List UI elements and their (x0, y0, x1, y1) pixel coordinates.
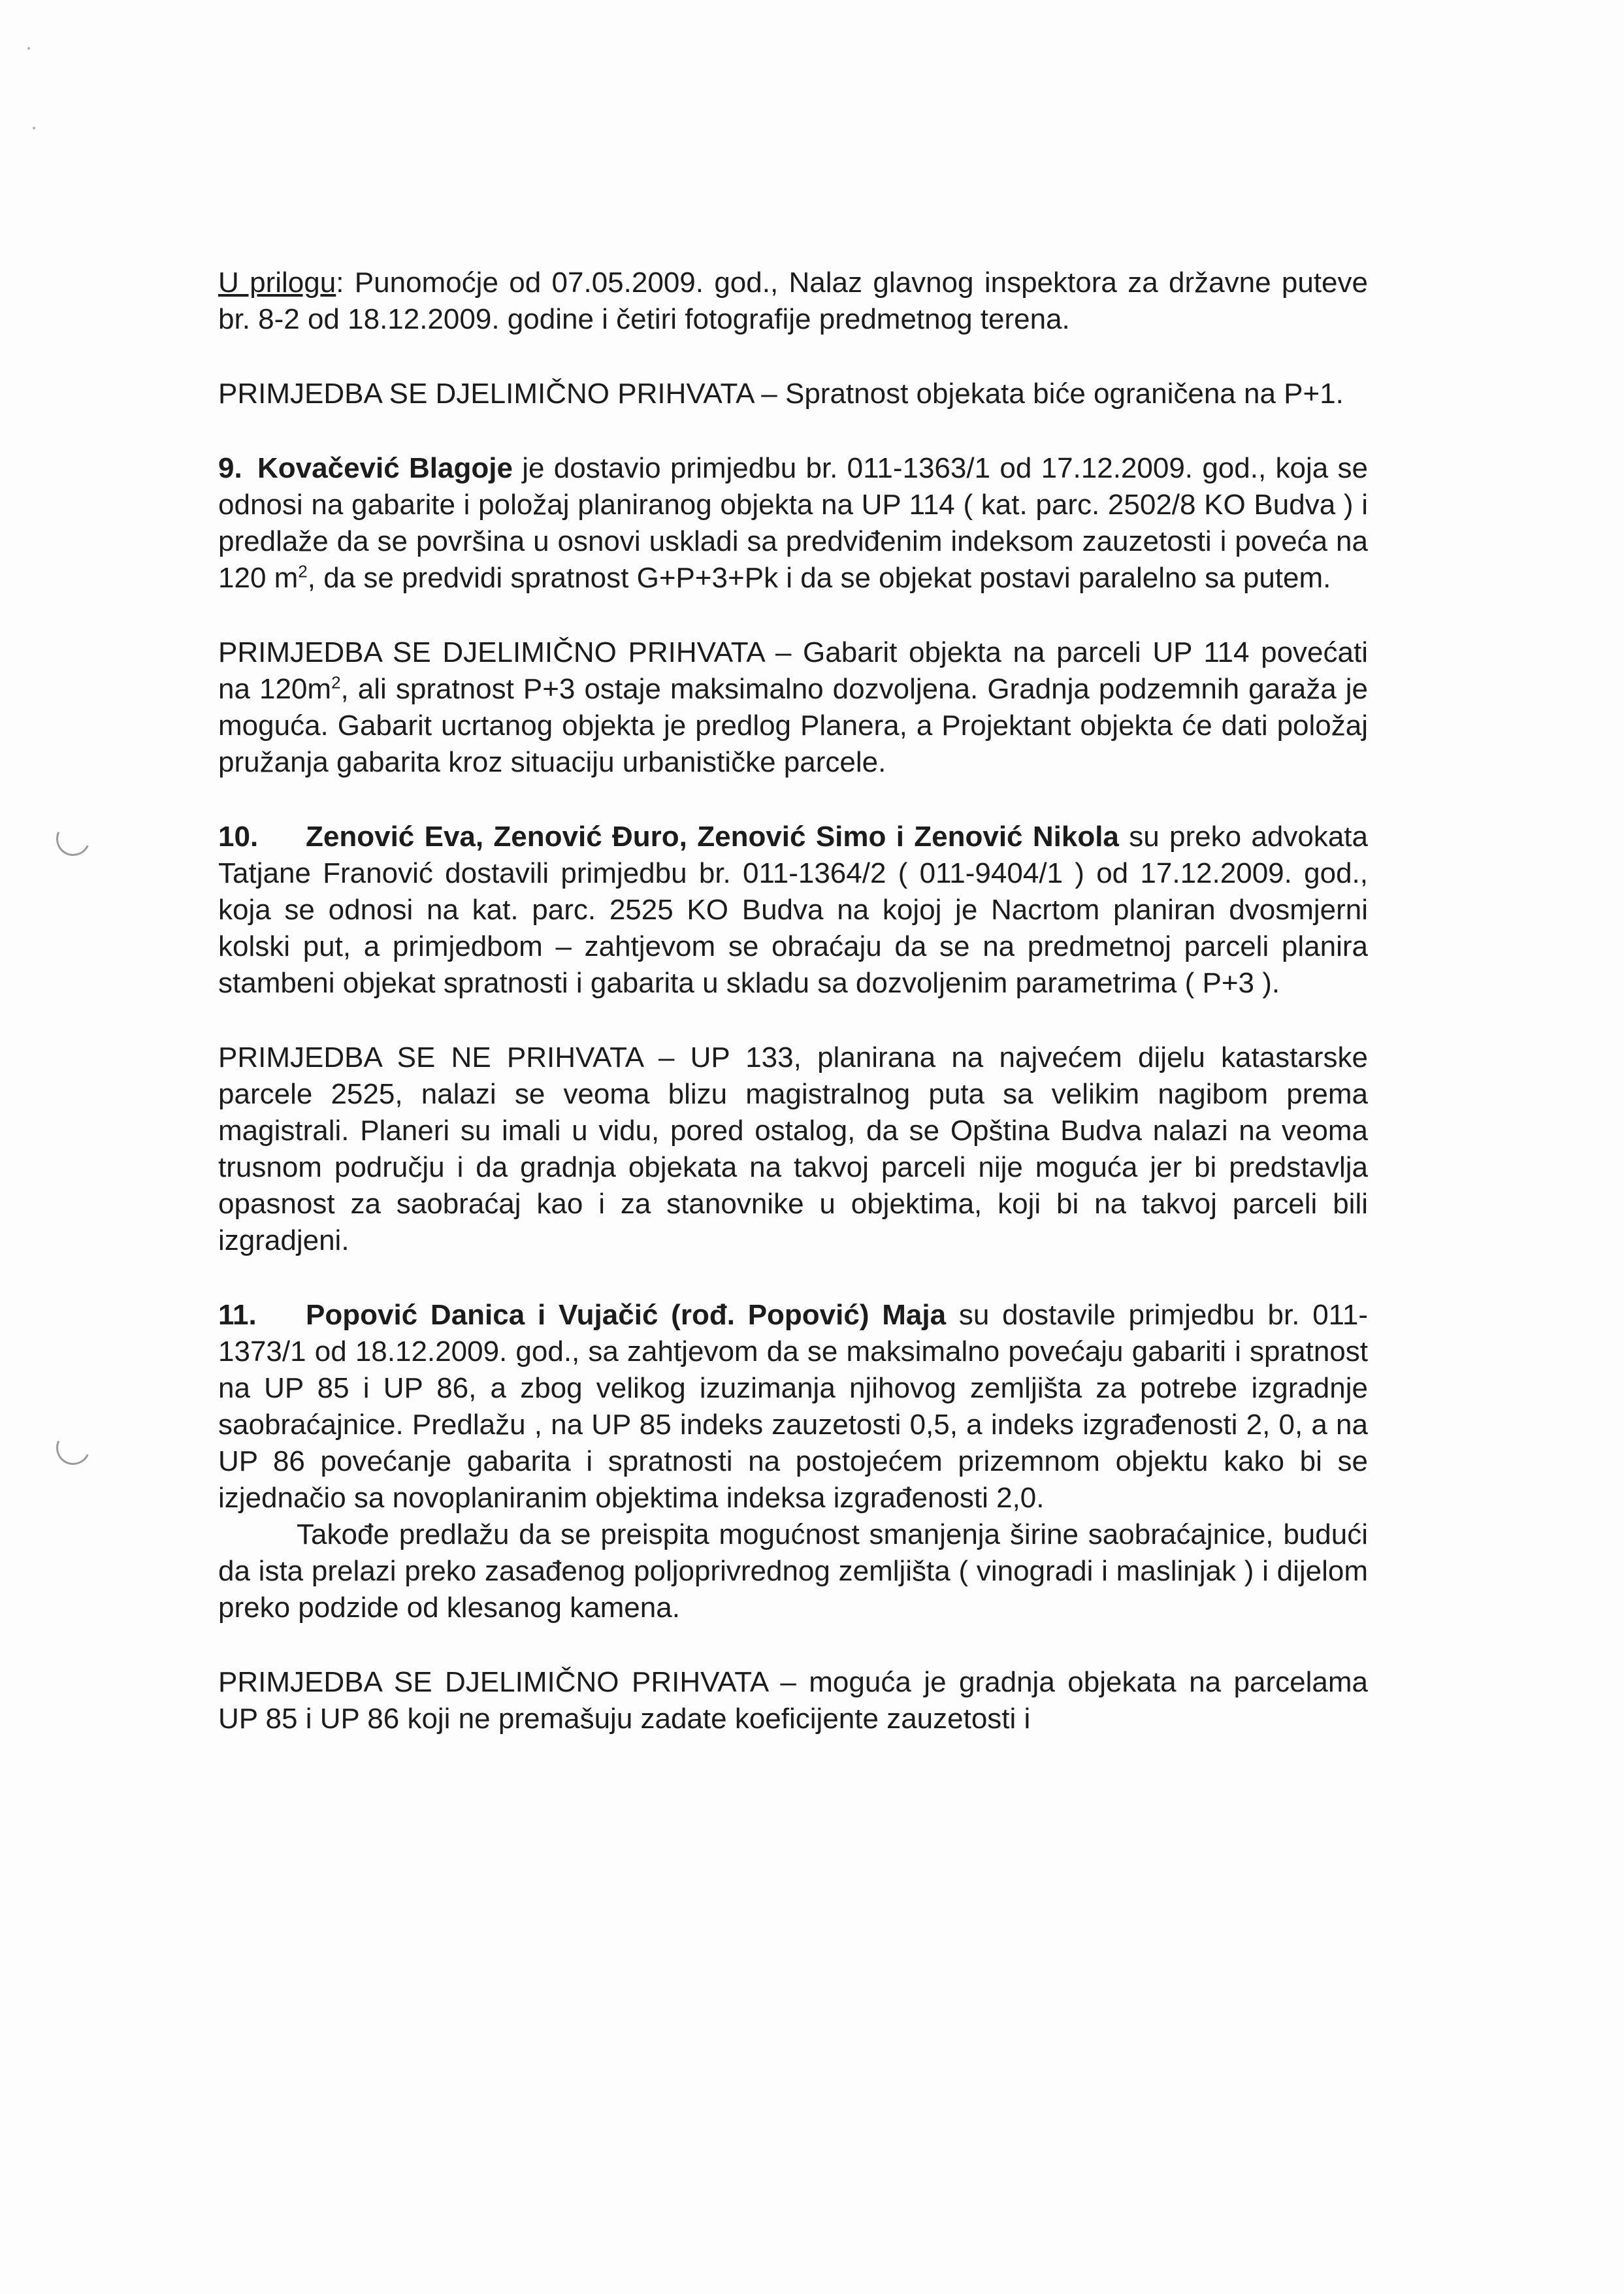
attachment-text: : Punomoćje od 07.05.2009. god., Nalaz glavnog inspektora za državne puteve br. 8-2 od 18.12.2009. godine i četiri fotografije predmetnog terena. (218, 267, 1368, 335)
item-10-names: Zenović Eva, Zenović Đuro, Zenović Simo i Zenović Nikola (306, 821, 1119, 853)
scan-speck (33, 127, 35, 129)
item-11-paragraph-2: Takođe predlažu da se preispita mogućnost smanjenja širine saobraćajnice, budući da ista prelazi preko zasađenog poljoprivrednog zemljišta ( vinogradi i maslinjak ) i dijelom preko podzide od klesanog kamena. (218, 1518, 1368, 1624)
item-9-paragraph (218, 450, 1368, 597)
item-9-number: 9. (218, 452, 242, 484)
response-paragraph-1: PRIMJEDBA SE DJELIMIČNO PRIHVATA – Spratnost objekata biće ograničena na P+1. (218, 378, 1344, 410)
item-9-text-b: , da se predvidi spratnost G+P+3+Pk i da se objekat postavi paralelno sa putem. (307, 562, 1331, 594)
punch-hole-mark (52, 817, 95, 861)
item-11-paragraph (218, 1297, 1368, 1516)
item-9-text-a: je dostavio primjedbu br. 011-1363/1 od 17.12.2009. god., koja se odnosi na gabarite i položaj planiranog objekta na UP 114 ( kat. parc. 2502/8 KO Budva ) i predlaže da se površina u osnovi uskladi sa predviđenim indeksom zauzetosti i poveća na 120 m (218, 452, 1368, 594)
response-paragraph-10: PRIMJEDBA SE NE PRIHVATA – UP 133, planirana na najvećem dijelu katastarske parcele 2525, nalazi se veoma blizu magistralnog puta sa velikim nagibom prema magistrali. Planeri su imali u vidu, pored ostalog, da se Opština Budva nalazi na veoma trusnom području i da gradnja objekata na takvoj parceli nije moguća jer bi predstavlja opasnost za saobraćaj kao i za stanovnike u objektima, koji bi na takvoj parceli bili izgradjeni. (218, 1041, 1368, 1256)
item-10-text: su preko advokata Tatjane Franović dostavili primjedbu br. 011-1364/2 ( 011-9404/1 ) od 17.12.2009. god., koja se odnosi na kat. parc. 2525 KO Budva na kojoj je Nacrtom planiran dvosmjerni kolski put, a primjedbom – zahtjevom se obraćaju da se na predmetnoj parceli planira stambeni objekat spratnosti i gabarita u skladu sa dozvoljenim parametrima ( P+3 ). (218, 821, 1368, 999)
item-9-name: Kovačević Blagoje (257, 452, 513, 484)
item-11-names: Popović Danica i Vujačić (rođ. Popović) Maja (306, 1299, 947, 1331)
response-9-text-a: PRIMJEDBA SE DJELIMIČNO PRIHVATA – Gabarit objekta na parceli UP 114 povećati na 120m (218, 636, 1368, 705)
punch-hole-mark (52, 1426, 95, 1470)
item-10-paragraph (218, 819, 1368, 1002)
item-11-text: su dostavile primjedbu br. 011-1373/1 od 18.12.2009. god., sa zahtjevom da se maksimalno povećaju gabariti i spratnost na UP 85 i UP 86, a zbog velikog izuzimanja njihovog zemljišta za potrebe izgradnje saobraćajnice. Predlažu , na UP 85 indeks zauzetosti 0,5, a indeks izgrađenosti 2, 0, a na UP 86 povećanje gabarita i spratnosti na postojećem prizemnom objektu kako bi se izjednačio sa novoplaniranim objektima indeksa izgrađenosti 2,0. (218, 1299, 1368, 1514)
item-11-number: 11. (218, 1299, 257, 1331)
document-body (218, 265, 1368, 1775)
response-paragraph-9 (218, 634, 1368, 781)
response-9-superscript: 2 (331, 672, 341, 693)
response-paragraph-11: PRIMJEDBA SE DJELIMIČNO PRIHVATA – moguća je gradnja objekata na parcelama UP 85 i UP 86 koji ne premašuju zadate koeficijente zauzetosti i (218, 1666, 1368, 1735)
item-9-superscript: 2 (298, 561, 308, 582)
attachment-label: U prilogu (218, 267, 336, 299)
item-10-number: 10. (218, 821, 259, 853)
attachment-paragraph (218, 265, 1368, 338)
scan-speck (27, 47, 30, 50)
response-9-text-b: , ali spratnost P+3 ostaje maksimalno dozvoljena. Gradnja podzemnih garaža je moguća. Gabarit ucrtanog objekta je predlog Planera, a Projektant objekta će dati položaj pružanja gabarita kroz situaciju urbanističke parcele. (218, 673, 1369, 778)
